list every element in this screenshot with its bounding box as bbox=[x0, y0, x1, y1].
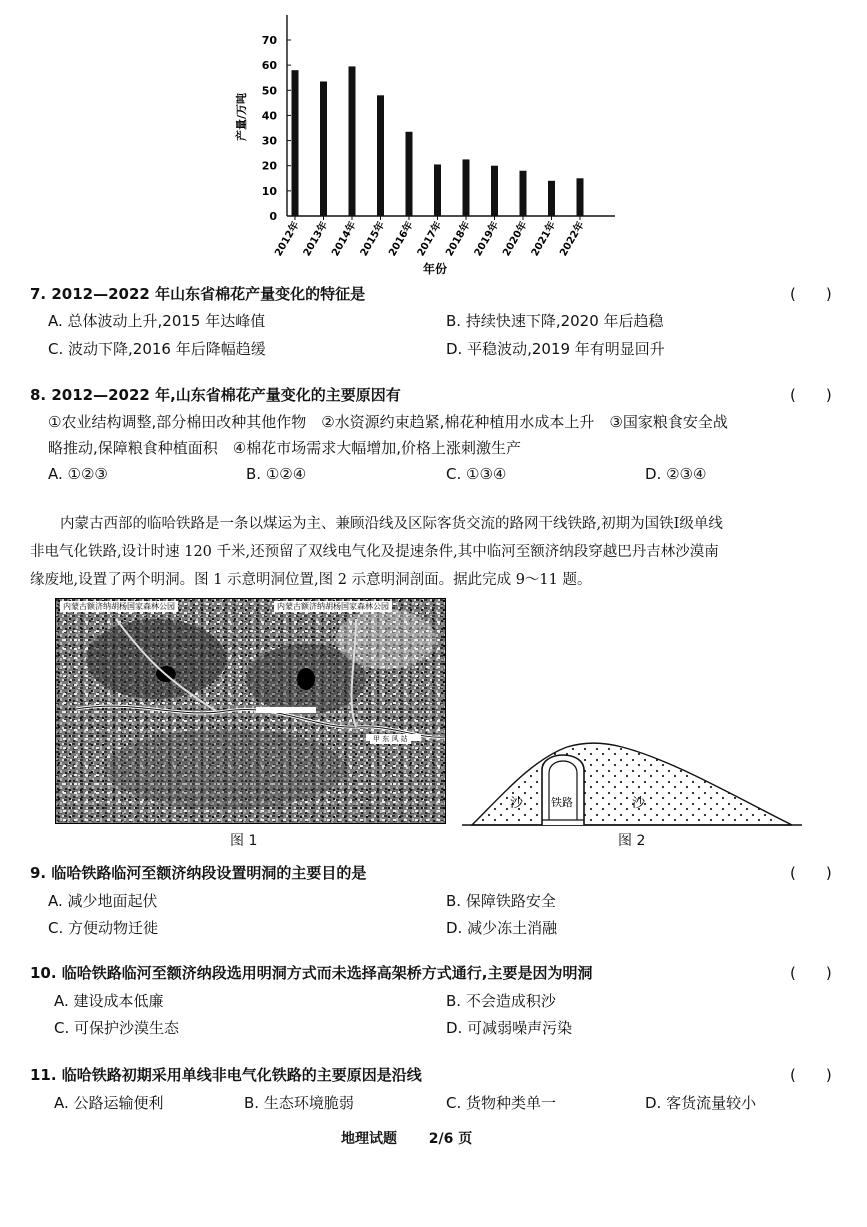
sand-label-right: 沙 bbox=[632, 796, 646, 811]
figure1-caption: 图 1 bbox=[230, 833, 258, 849]
q8-answer-paren: ( ) bbox=[790, 386, 832, 404]
q11-stem: 11. 临哈铁路初期采用单线非电气化铁路的主要原因是沿线 bbox=[30, 1066, 422, 1084]
sand-label-left: 沙 bbox=[510, 796, 524, 811]
bar-2015年 bbox=[377, 95, 384, 216]
y-axis-label: 产量/万吨 bbox=[235, 92, 248, 142]
bar-2012年 bbox=[292, 70, 299, 216]
q8-statements-line2: 略推动,保障粮食种植面积 ④棉花市场需求大幅增加,价格上涨刺激生产 bbox=[48, 439, 521, 457]
y-tick-label: 30 bbox=[261, 134, 277, 148]
x-tick-label: 2017年 bbox=[415, 220, 445, 259]
q7-option-d[interactable]: D. 平稳波动,2019 年有明显回升 bbox=[446, 340, 665, 358]
x-tick-label: 2021年 bbox=[529, 220, 559, 259]
q10-stem: 10. 临哈铁路临河至额济纳段选用明洞方式而未选择高架桥方式通行,主要是因为明洞 bbox=[30, 964, 593, 982]
q8-option-a[interactable]: A. ①②③ bbox=[48, 465, 108, 483]
q9-option-c[interactable]: C. 方便动物迁徙 bbox=[48, 919, 159, 937]
page-footer bbox=[341, 1128, 472, 1148]
bar-2014年 bbox=[349, 66, 356, 216]
q8-option-d[interactable]: D. ②③④ bbox=[645, 465, 707, 483]
footer-title: 地理试题 bbox=[341, 1131, 397, 1147]
cotton-output-chart bbox=[225, 5, 635, 285]
q9-stem: 9. 临哈铁路临河至额济纳段设置明洞的主要目的是 bbox=[30, 864, 367, 882]
figure1-satellite-map bbox=[55, 598, 446, 824]
bar-2022年 bbox=[577, 178, 584, 216]
x-tick-label: 2013年 bbox=[301, 220, 331, 259]
q10-answer-paren: ( ) bbox=[790, 964, 832, 982]
x-tick-label: 2019年 bbox=[472, 220, 502, 259]
bar-2017年 bbox=[434, 164, 441, 216]
q8-stem: 8. 2012—2022 年,山东省棉花产量变化的主要原因有 bbox=[30, 386, 401, 404]
q7-stem: 7. 2012—2022 年山东省棉花产量变化的特征是 bbox=[30, 285, 366, 303]
q9-option-b[interactable]: B. 保障铁路安全 bbox=[446, 892, 556, 910]
y-tick-label: 50 bbox=[261, 84, 277, 98]
q11-option-b[interactable]: B. 生态环境脆弱 bbox=[244, 1094, 354, 1112]
footer-page-number: 2/6 页 bbox=[428, 1131, 473, 1147]
sand-mound bbox=[472, 743, 792, 825]
railway-label: 铁路 bbox=[551, 796, 573, 809]
q10-option-c[interactable]: C. 可保护沙漠生态 bbox=[54, 1019, 180, 1037]
y-tick-label: 0 bbox=[269, 210, 277, 223]
y-tick-label: 60 bbox=[261, 59, 277, 73]
q10-option-b[interactable]: B. 不会造成积沙 bbox=[446, 992, 556, 1010]
q11-option-d[interactable]: D. 客货流量较小 bbox=[645, 1094, 757, 1112]
q7-option-b[interactable]: B. 持续快速下降,2020 年后趋稳 bbox=[446, 312, 664, 330]
q7-answer-paren: ( ) bbox=[790, 285, 832, 303]
q9-option-a[interactable]: A. 减少地面起伏 bbox=[48, 892, 158, 910]
x-tick-label: 2018年 bbox=[444, 220, 473, 259]
q9-answer-paren: ( ) bbox=[790, 864, 832, 882]
map-label-station: 甲 东 风 站 bbox=[370, 734, 411, 744]
y-tick-label: 20 bbox=[261, 159, 277, 173]
passage-line-2: 非电气化铁路,设计时速 120 千米,还预留了双线电气化及提速条件,其中临河至额济纳段穿越巴丹吉林沙漠南 bbox=[30, 544, 719, 560]
y-tick-label: 40 bbox=[261, 109, 277, 123]
x-tick-label: 2022年 bbox=[558, 220, 587, 259]
passage-line-1: 内蒙古西部的临哈铁路是一条以煤运为主、兼顾沿线及区际客货交流的路网干线铁路,初期为国铁Ⅰ级单线 bbox=[60, 516, 723, 532]
passage-line-3: 缘废地,设置了两个明洞。图 1 示意明洞位置,图 2 示意明洞剖面。据此完成 9～11 题。 bbox=[30, 572, 592, 588]
bar-2013年 bbox=[320, 81, 327, 216]
q10-option-d[interactable]: D. 可减弱噪声污染 bbox=[446, 1019, 573, 1037]
q8-option-b[interactable]: B. ①②④ bbox=[246, 465, 307, 483]
q11-option-a[interactable]: A. 公路运输便利 bbox=[54, 1094, 164, 1112]
map-label-right: 内蒙古额济纳胡杨国家森林公园 bbox=[274, 601, 392, 612]
x-axis-label: 年份 bbox=[422, 262, 448, 276]
bar-2019年 bbox=[491, 166, 498, 216]
map-terrain bbox=[56, 599, 445, 823]
figure2-tunnel-section bbox=[462, 735, 802, 830]
x-tick-label: 2015年 bbox=[358, 220, 388, 259]
q7-option-c[interactable]: C. 波动下降,2016 年后降幅趋缓 bbox=[48, 340, 266, 358]
q9-option-d[interactable]: D. 减少冻土消融 bbox=[446, 919, 558, 937]
map-label-left: 内蒙古额济纳胡杨国家森林公园 bbox=[60, 601, 178, 612]
q11-option-c[interactable]: C. 货物种类单一 bbox=[446, 1094, 557, 1112]
y-tick-label: 70 bbox=[261, 34, 277, 47]
bar-2021年 bbox=[548, 181, 555, 216]
q8-option-c[interactable]: C. ①③④ bbox=[446, 465, 507, 483]
x-tick-label: 2012年 bbox=[273, 220, 302, 259]
x-tick-label: 2014年 bbox=[330, 220, 359, 259]
bar-2016年 bbox=[406, 132, 413, 216]
q11-answer-paren: ( ) bbox=[790, 1066, 832, 1084]
bar-2020年 bbox=[520, 171, 527, 216]
q7-option-a[interactable]: A. 总体波动上升,2015 年达峰值 bbox=[48, 312, 266, 330]
x-tick-label: 2016年 bbox=[387, 220, 416, 259]
q8-statements-line1: ①农业结构调整,部分棉田改种其他作物 ②水资源约束趋紧,棉花种植用水成本上升 ③国家粮食安全战 bbox=[48, 413, 728, 431]
q10-option-a[interactable]: A. 建设成本低廉 bbox=[54, 992, 164, 1010]
x-tick-label: 2020年 bbox=[501, 220, 530, 259]
bar-2018年 bbox=[463, 159, 470, 216]
figure2-caption: 图 2 bbox=[618, 833, 646, 849]
tunnel-inner bbox=[549, 761, 577, 820]
y-tick-label: 10 bbox=[261, 184, 277, 198]
